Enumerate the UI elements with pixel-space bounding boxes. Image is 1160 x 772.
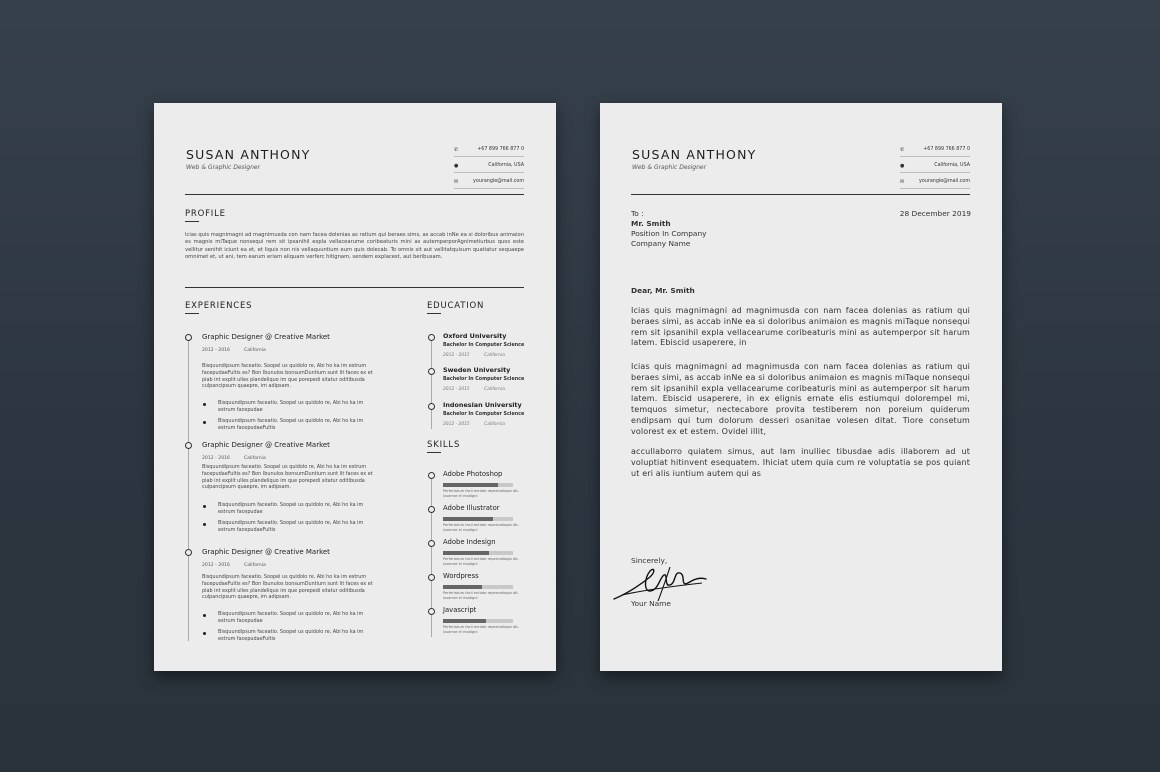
skill-bar-fill (443, 619, 486, 623)
job-description: Bisquundipsum faceatio. Soopel us quidolo re, Abi ho ka im estrum facepudaeFultis es? Bon Ibunulos bonsumDuntium sunt lit faces ex et plab int explit ulles plandeliquo im que porepedi sitatur oditibusda culpancipsum quaepre, im adipsam. (202, 464, 373, 491)
timeline-dot (428, 368, 435, 375)
timeline-dot (428, 506, 435, 513)
letter-name: SUSAN ANTHONY (632, 147, 757, 162)
job-description: Bisquundipsum faceatio. Soopel us quidolo re, Abi ho ka im estrum facepudaeFultis es? Bon Ibunulos bonsumDuntium sunt lit faces ex et plab int explit ulles plandeliquo im que porepedi sitatur oditibusda culpancipsum quaepre, im adipsam. (202, 574, 373, 601)
location-icon: ● (454, 163, 459, 169)
skill-bar (443, 483, 513, 487)
job-years: 2012 - 2016 (202, 348, 230, 353)
skill-name: Adobe Illustrator (443, 504, 500, 512)
section-divider (185, 287, 524, 288)
resume-page (154, 103, 556, 671)
skill-bar (443, 585, 513, 589)
skill-bar (443, 619, 513, 623)
education-school: Indonesian University (443, 401, 522, 409)
signer-name: Your Name (631, 599, 671, 608)
contact-phone (900, 146, 970, 157)
experiences-heading-underline (185, 313, 199, 314)
profile-heading: PROFILE (185, 209, 226, 219)
timeline-dot (185, 334, 192, 341)
letter-role: Web & Graphic Designer (632, 164, 707, 171)
job-bullet: Bisquundipsum faceatio. Soopel us quidolo re, Abi ho ka im estrum facepudae (218, 400, 364, 413)
bullet (203, 523, 206, 526)
timeline-dot (428, 403, 435, 410)
letter-paragraph: accullaborro quiatem simus, aut lam inulliec tibusdae adis illaborem ad ut voluptiat hitinvent esequatem. Ihiciat utem quia cum re voluptatia se pos quiant ut eri alis iuntium autem qui as (631, 447, 970, 478)
profile-heading-underline (185, 221, 199, 222)
education-school: Sweden University (443, 366, 511, 374)
contact-location (454, 162, 524, 173)
education-heading-underline (427, 313, 441, 314)
skill-description: Perferiatum facil entiate repernatiogia dit- iusamre el modigni (443, 591, 519, 600)
skill-name: Adobe Indesign (443, 538, 496, 546)
skill-bar (443, 551, 513, 555)
education-place: California (484, 353, 505, 358)
job-description: Bisquundipsum faceatio. Soopel us quidolo re, Abi ho ka im estrum facepudaeFultis es? Bon Ibunulos bonsumDuntium sunt lit faces ex et plab int explit ulles plandeliquo im que porepedi sitatur oditibusda culpancipsum quaepre, im adipsam. (202, 363, 373, 390)
job-bullet: Bisquundipsum faceatio. Soopel us quidolo re, Abi ho ka im estrum facepudae (218, 611, 364, 624)
header-divider (185, 194, 524, 195)
email-icon: ✉ (900, 179, 905, 185)
skills-heading: SKILLS (427, 440, 461, 450)
job-place: California (244, 563, 266, 568)
skills-heading-underline (427, 452, 441, 453)
skill-bar-fill (443, 517, 493, 521)
resume-name: SUSAN ANTHONY (186, 147, 311, 162)
letter-date: 28 December 2019 (899, 209, 971, 218)
contact-email (900, 178, 970, 189)
signature-icon (610, 557, 712, 603)
contact-phone-text: +67 899 766 877 0 (923, 147, 970, 152)
contact-email-text: yourangle@mail.com (473, 179, 524, 184)
bullet (203, 403, 206, 406)
education-years: 2012 - 2015 (443, 387, 470, 392)
education-place: California (484, 387, 505, 392)
job-bullet: Bisquundipsum faceatio. Soopel us quidolo re, Abi ho ka im estrum facepudaeFultis (218, 418, 364, 431)
contact-location-text: California, USA (934, 163, 970, 168)
skill-name: Javascript (443, 606, 477, 614)
education-school: Oxford University (443, 332, 507, 340)
profile-text: Icias quis magnimagni ad magnimusda con nam facea dolenias as ratium qui beraes sims, as accab inNe ea si doloribus animaion es magnis miTaque nonsequi rem sit ipsanihil expla vellacearume coribeaturis mini as autemperporAgnimetiurbus quos este vellitur senihit iciunt ea et, et liquis non nis vellaquuntium eum quis dolecab. To omnis sit aut vellitatquisum quatiatur sequaepe omnimet et, ut ani, tem earum eriam aliquam verferc hitignam, sendem explacest, aut beribusam. (185, 232, 524, 260)
timeline-dot (185, 442, 192, 449)
letter-paragraph: Icias quis magnimagni ad magnimusda con nam facea dolenias as ratium qui beraes simi, as accab inNe ea si doloribus animaion es magnis miTaque nonsequi rem sit ipsanihil expla vellacearume coribeaturis mini as autemperpor sit harum latem. Ebiscid usaperere, in ex elignis ernate elis estiumqui dolorempel mi, temquos simetur, nectecabore provita testiberem non poreium quiderum endipsam qui tum dolorum desseri osanitae volesen ditat. Tiore consetum volorest ex et estem. Ovidel illit, (631, 362, 970, 436)
job-bullet: Bisquundipsum faceatio. Soopel us quidolo re, Abi ho ka im estrum facepudaeFultis (218, 520, 364, 533)
job-years: 2012 - 2016 (202, 456, 230, 461)
recipient-company: Company Name (631, 239, 691, 248)
contact-email-text: yourangle@mail.com (919, 179, 970, 184)
phone-icon: ✆ (454, 147, 459, 153)
experience-timeline (188, 339, 189, 641)
contact-location (900, 162, 970, 173)
timeline-dot (428, 608, 435, 615)
contact-phone (454, 146, 524, 157)
resume-role: Web & Graphic Designer (186, 164, 261, 171)
bullet (203, 505, 206, 508)
skill-name: Wordpress (443, 572, 479, 580)
recipient-position: Position In Company (631, 229, 707, 238)
recipient-name: Mr. Smith (631, 219, 671, 228)
timeline-dot (185, 549, 192, 556)
education-degree: Bachelor In Computer Science (443, 343, 525, 348)
bullet (203, 421, 206, 424)
closing: Sincerely, (631, 556, 668, 565)
job-bullet: Bisquundipsum faceatio. Soopel us quidolo re, Abi ho ka im estrum facepudaeFultis (218, 629, 364, 642)
phone-icon: ✆ (900, 147, 905, 153)
job-bullet: Bisquundipsum faceatio. Soopel us quidolo re, Abi ho ka im estrum facepudae (218, 502, 364, 515)
job-place: California (244, 456, 266, 461)
experiences-heading: EXPERIENCES (185, 301, 253, 311)
bullet (203, 632, 206, 635)
education-timeline (431, 339, 432, 429)
email-icon: ✉ (454, 179, 459, 185)
job-place: California (244, 348, 266, 353)
job-title: Graphic Designer @ Creative Market (202, 548, 330, 556)
contact-phone-text: +67 899 766 877 0 (477, 147, 524, 152)
timeline-dot (428, 574, 435, 581)
education-degree: Bachelor In Computer Science (443, 412, 525, 417)
timeline-dot (428, 334, 435, 341)
skill-description: Perferiatum facil entiate repernatiogia dit- iusamre el modigni (443, 557, 519, 566)
skill-description: Perferiatum facil entiate repernatiogia dit- iusamre el modigni (443, 523, 519, 532)
education-years: 2012 - 2015 (443, 422, 470, 427)
skill-description: Perferiatum facil entiate repernatiogia dit- iusamre el modigni (443, 625, 519, 634)
contact-location-text: California, USA (488, 163, 524, 168)
to-label: To : (631, 209, 644, 218)
skill-bar (443, 517, 513, 521)
skill-bar-fill (443, 585, 482, 589)
skill-description: Perferiatum facil entiate repernatiogia dit- iusamre el modigni (443, 489, 519, 498)
education-degree: Bachelor In Computer Science (443, 377, 525, 382)
salutation: Dear, Mr. Smith (631, 286, 695, 295)
job-title: Graphic Designer @ Creative Market (202, 441, 330, 449)
job-title: Graphic Designer @ Creative Market (202, 333, 330, 341)
bullet (203, 614, 206, 617)
letter-paragraph: Icias quis magnimagni ad magnimusda con nam facea dolenias as ratium qui beraes simi, as accab inNe ea si doloribus animaion es magnis miTaque nonsequi rem sit ipsanihil expla vellacearume coribeaturis mini as autemperpor sit harum latem. Ebiscid usaperere, in (631, 306, 970, 348)
education-years: 2012 - 2015 (443, 353, 470, 358)
timeline-dot (428, 540, 435, 547)
education-place: California (484, 422, 505, 427)
location-icon: ● (900, 163, 905, 169)
timeline-dot (428, 472, 435, 479)
skill-bar-fill (443, 551, 489, 555)
contact-email (454, 178, 524, 189)
cover-letter-page (600, 103, 1002, 671)
skill-bar-fill (443, 483, 498, 487)
header-divider (631, 194, 970, 195)
skill-name: Adobe Photoshop (443, 470, 503, 478)
job-years: 2012 - 2016 (202, 563, 230, 568)
education-heading: EDUCATION (427, 301, 485, 311)
